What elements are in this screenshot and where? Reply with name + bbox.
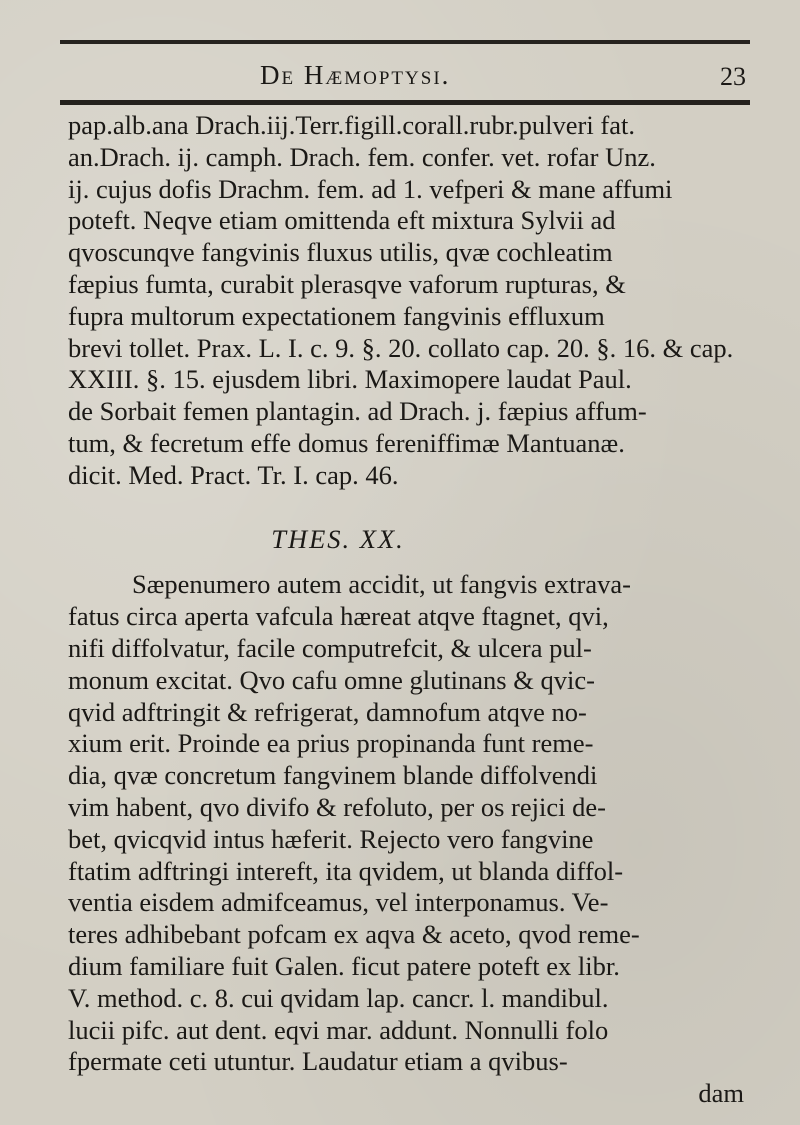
text-line: ventia eisdem admifceamus, vel interponamus. Ve-	[68, 887, 609, 918]
text-line: tum, & fecretum effe domus fereniffimæ Mantuanæ.	[68, 427, 625, 458]
text-line: dicit. Med. Pract. Tr. I. cap. 46.	[68, 459, 399, 490]
text-line: ij. cujus dofis Drachm. fem. ad 1. vefperi & mane affumi	[68, 173, 673, 204]
section-heading: THES. XX.	[271, 523, 405, 554]
text-line: qvoscunqve fangvinis fluxus utilis, qvæ cochleatim	[68, 237, 613, 268]
header-rule	[60, 100, 750, 105]
text-line: nifi diffolvatur, facile computrefcit, & ulcera pul-	[68, 632, 592, 663]
text-line: monum excitat. Qvo cafu omne glutinans & qvic-	[68, 664, 595, 695]
text-line: ftatim adftringi intereft, ita qvidem, ut blanda diffol-	[68, 855, 624, 886]
text-line: fupra multorum expectationem fangvinis effluxum	[68, 300, 605, 331]
text-line: Sæpenumero autem accidit, ut fangvis extrava-	[132, 569, 631, 600]
text-line: brevi tollet. Prax. L. I. c. 9. §. 20. collato cap. 20. §. 16. & cap.	[68, 332, 734, 363]
text-line: an.Drach. ij. camph. Drach. fem. confer. vet. rofar Unz.	[68, 141, 656, 172]
text-line: bet, qvicqvid intus hæferit. Rejecto vero fangvine	[68, 823, 594, 854]
text-line: vim habent, qvo divifo & refoluto, per os rejici de-	[68, 791, 606, 822]
text-line: fpermate ceti utuntur. Laudatur etiam a qvibus-	[68, 1046, 568, 1077]
text-line: V. method. c. 8. cui qvidam lap. cancr. l. mandibul.	[68, 982, 609, 1013]
text-line: teres adhibebant pofcam ex aqva & aceto, qvod reme-	[68, 919, 640, 950]
text-line: qvid adftringit & refrigerat, damnofum atqve no-	[68, 696, 587, 727]
text-line: pap.alb.ana Drach.iij.Terr.figill.corall.rubr.pulveri fat.	[68, 110, 635, 140]
text-line: de Sorbait femen plantagin. ad Drach. j. fæpius affum-	[68, 396, 647, 427]
text-line: dium familiare fuit Galen. ficut patere poteft ex libr.	[68, 950, 620, 981]
running-title: De Hæmoptysi.	[260, 60, 451, 90]
page-number: 23	[720, 62, 746, 91]
text-line: xium erit. Proinde ea prius propinanda funt reme-	[68, 728, 594, 759]
text-line: fæpius fumta, curabit plerasqve vaforum rupturas, &	[68, 268, 626, 299]
catchword: dam	[698, 1078, 744, 1109]
text-line: poteft. Neqve etiam omittenda eft mixtura Sylvii ad	[68, 205, 616, 236]
text-line: XXIII. §. 15. ejusdem libri. Maximopere laudat Paul.	[68, 364, 632, 395]
text-line: fatus circa aperta vafcula hæreat atqve ftagnet, qvi,	[68, 601, 609, 632]
top-rule	[60, 40, 750, 44]
body-text	[68, 110, 748, 1110]
page-header	[60, 58, 750, 98]
text-line: lucii pifc. aut dent. eqvi mar. addunt. Nonnulli folo	[68, 1014, 609, 1045]
text-line: dia, qvæ concretum fangvinem blande diffolvendi	[68, 760, 598, 791]
